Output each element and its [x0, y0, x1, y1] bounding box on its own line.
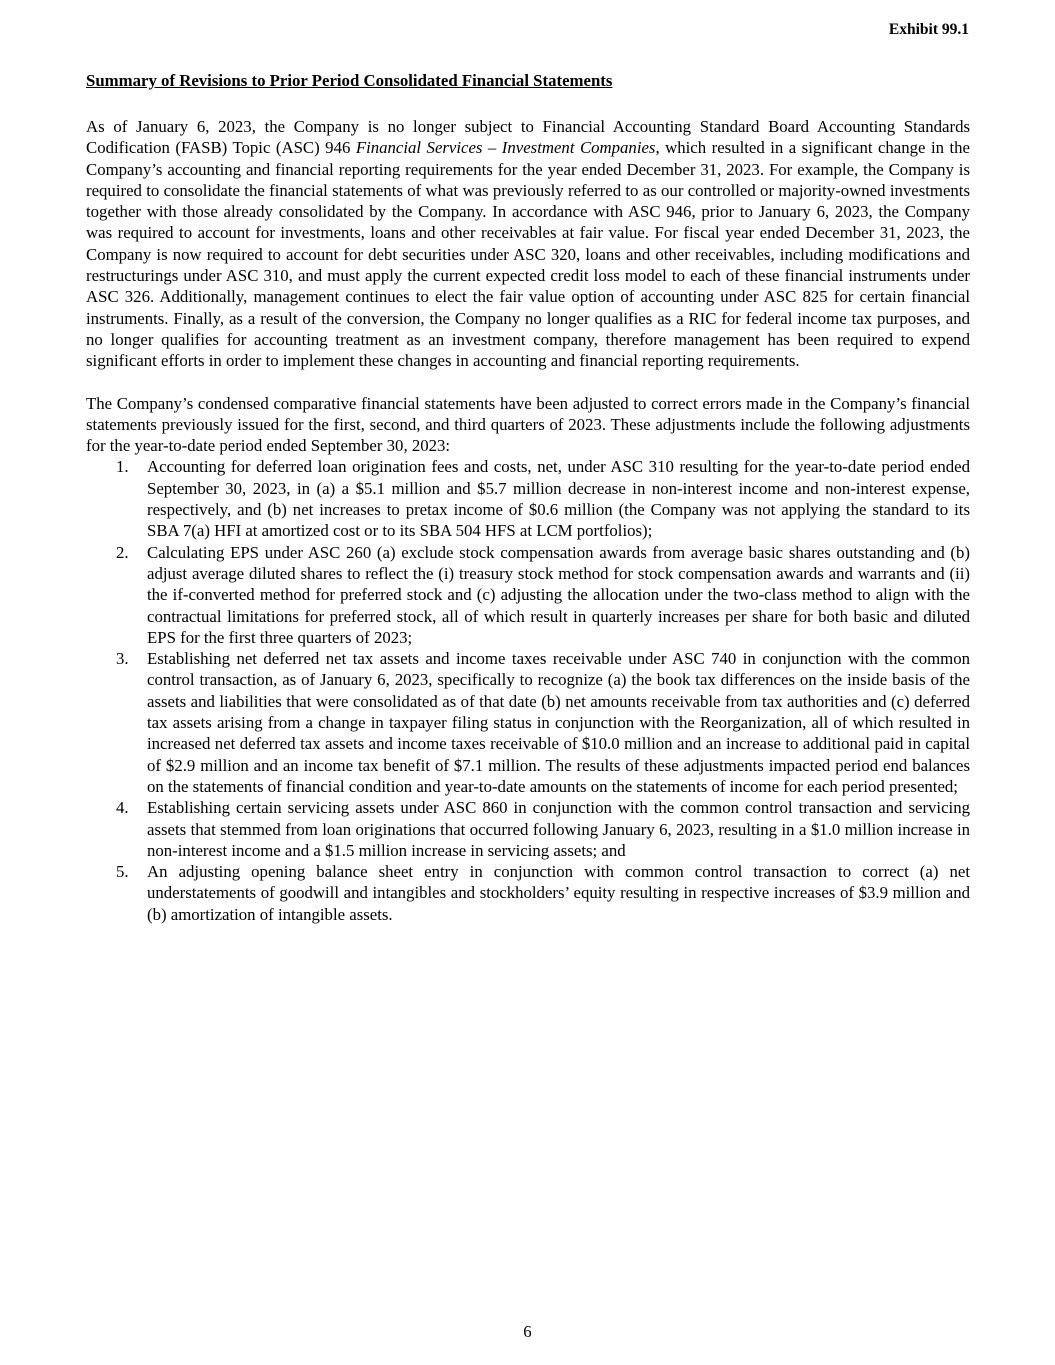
intro-paragraph-start: As of January 6, 2023, the Company is no longer subject to Financial Accounting Standard Board Accounting Standards Codification (FASB) Topic (ASC) 946: [86, 117, 970, 158]
exhibit-label: Exhibit 99.1: [888, 21, 969, 38]
list-item-number: 4.: [116, 798, 129, 818]
intro-paragraph-italic-title: Financial Services – Investment Companies: [355, 138, 656, 158]
list-item: [86, 456, 970, 541]
section-heading: Summary of Revisions to Prior Period Consolidated Financial Statements: [86, 71, 613, 90]
list-item-number: 2.: [116, 542, 129, 562]
adjustments-list: [86, 456, 970, 925]
list-item-number: 1.: [116, 457, 129, 477]
list-item: [86, 797, 970, 861]
list-item: [86, 648, 970, 797]
adjustments-paragraph: The Company’s condensed comparative financial statements have been adjusted to correct errors made in the Company’s financial statements previously issued for the first, second, and third quarters of 2023. These adjustments include the following adjustments for the year-to-date period ended September 30, 2023:: [86, 393, 970, 456]
list-item-number: 5.: [116, 862, 129, 882]
list-item-text: An adjusting opening balance sheet entry in conjunction with common control transaction to correct (a) net understatements of goodwill and intangibles and stockholders’ equity resulting in respective increases of $3.9 million and (b) amortization of intangible assets.: [147, 862, 970, 924]
list-item-text: Calculating EPS under ASC 260 (a) exclude stock compensation awards from average basic shares outstanding and (b) adjust average diluted shares to reflect the (i) treasury stock method for stock compensation awards and warrants and (ii) the if-converted method for preferred stock and (c) adjusting the allocation under the two-class method to align with the contractual limitations for preferred stock, all of which result in quarterly increases per share for both basic and diluted EPS for the first three quarters of 2023;: [147, 542, 970, 647]
list-item-text: Establishing net deferred net tax assets and income taxes receivable under ASC 740 in conjunction with the common control transaction, as of January 6, 2023, specifically to recognize (a) the book tax differences on the inside basis of the assets and liabilities that were consolidated as of that date (b) net amounts receivable from tax authorities and (c) deferred tax assets arising from a change in taxpayer filing status in conjunction with the Reorganization, all of which resulted in increased net deferred tax assets and income taxes receivable of $10.0 million and an increase to additional paid in capital of $2.9 million and an income tax benefit of $7.1 million. The results of these adjustments impacted period end balances on the statements of financial condition and year-to-date amounts on the statements of income for each period presented;: [147, 649, 970, 796]
list-item: [86, 861, 970, 925]
document-body: [86, 70, 970, 925]
list-item: [86, 542, 970, 648]
intro-paragraph: [86, 116, 970, 372]
intro-paragraph-end: , which resulted in a significant change in the Company’s accounting and financial reporting requirements for the year ended December 31, 2023. For example, the Company is required to consolidate the financial statements of what was previously referred to as our controlled or majority-owned investments together with those already consolidated by the Company. In accordance with ASC 946, prior to January 6, 2023, the Company was required to account for investments, loans and other receivables at fair value. For fiscal year ended December 31, 2023, the Company is now required to account for debt securities under ASC 320, loans and other receivables, including modifications and restructurings under ASC 310, and must apply the current expected credit loss model to each of these financial instruments under ASC 326. Additionally, management continues to elect the fair value option of accounting under ASC 825 for certain financial instruments. Finally, as a result of the conversion, the Company no longer qualifies as a RIC for federal income tax purposes, and no longer qualifies for accounting treatment as an investment company, therefore management has been required to expend significant efforts in order to implement these changes in accounting and financial reporting requirements.: [86, 138, 970, 371]
list-item-number: 3.: [116, 649, 129, 669]
list-item-text: Accounting for deferred loan origination fees and costs, net, under ASC 310 resulting for the year-to-date period ended September 30, 2023, in (a) a $5.1 million and $5.7 million decrease in non-interest income and non-interest expense, respectively, and (b) net increases to pretax income of $0.6 million (the Company was not applying the standard to its SBA 7(a) HFI at amortized cost or to its SBA 504 HFS at LCM portfolios);: [147, 457, 970, 541]
page-number: 6: [523, 1322, 532, 1341]
list-item-text: Establishing certain servicing assets under ASC 860 in conjunction with the common control transaction and servicing assets that stemmed from loan originations that occurred following January 6, 2023, resulting in a $1.0 million increase in non-interest income and a $1.5 million increase in servicing assets; and: [147, 798, 970, 860]
